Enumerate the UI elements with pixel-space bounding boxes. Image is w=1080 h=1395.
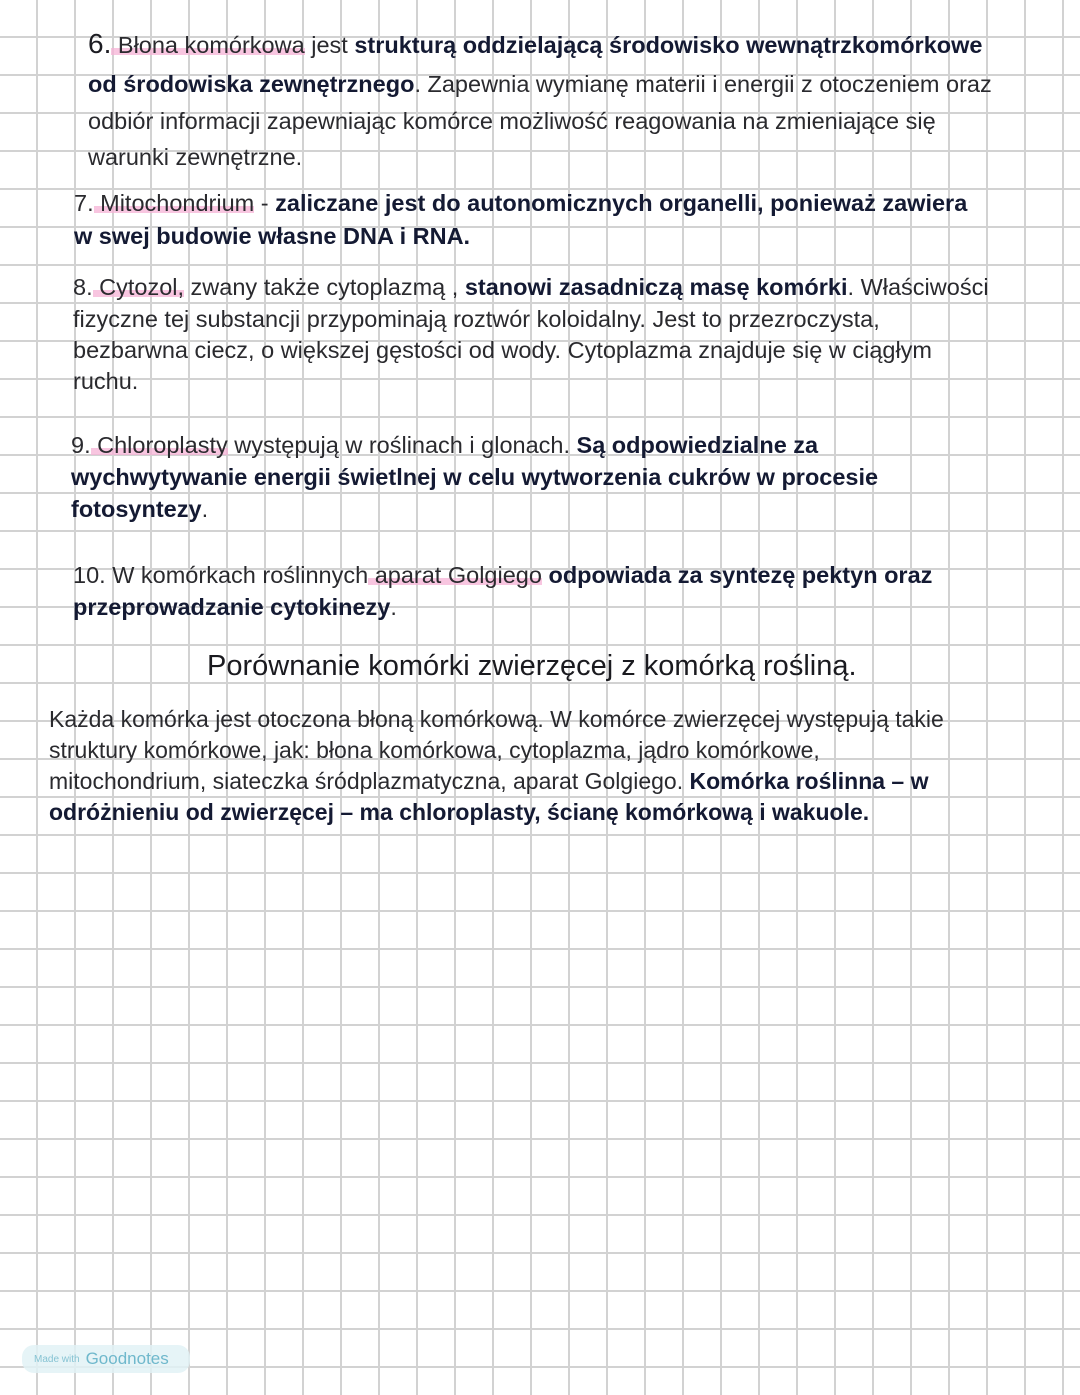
text-run: warunki zewnętrzne. xyxy=(88,144,303,170)
item-number: 10. xyxy=(73,562,106,588)
comparison-line-4 xyxy=(49,801,869,824)
text-run: zwany także cytoplazmą , xyxy=(184,274,465,300)
item-8-line-4 xyxy=(73,370,138,394)
item-number: 8. xyxy=(73,274,93,300)
item-number: 6. xyxy=(88,28,112,59)
item-number: 9. xyxy=(71,432,91,458)
item-7-line-1 xyxy=(74,192,967,216)
item-8-line-1 xyxy=(73,276,989,300)
bold-text-run: strukturą oddzielającą środowisko wewnątrzkomórkowe xyxy=(354,32,983,58)
item-9-line-3 xyxy=(71,498,208,522)
highlighted-term: Mitochondrium xyxy=(93,190,255,216)
bold-text-run: odpowiada za syntezę pektyn oraz xyxy=(548,562,933,588)
text-run: W komórkach roślinnych xyxy=(105,562,369,588)
bold-text-run: fotosyntezy xyxy=(71,496,202,522)
text-run: jest xyxy=(304,32,355,58)
item-6-line-3 xyxy=(88,110,936,134)
text-run: . Zapewnia wymianę materii i energii z otoczeniem oraz xyxy=(414,71,992,97)
highlighted-term: Błona komórkowa xyxy=(111,32,305,58)
comparison-line-1 xyxy=(49,708,944,731)
made-with-label: Made with xyxy=(34,1353,80,1365)
bold-text-run: przeprowadzanie cytokinezy xyxy=(73,594,391,620)
comparison-line-2 xyxy=(49,739,820,762)
item-10-line-1 xyxy=(73,564,932,588)
text-run: ruchu. xyxy=(73,368,139,394)
highlighted-term: Chloroplasty xyxy=(90,432,228,458)
item-8-line-2 xyxy=(73,308,880,332)
goodnotes-watermark xyxy=(22,1345,190,1373)
item-6-line-4 xyxy=(88,146,302,170)
item-7-line-2 xyxy=(74,225,470,249)
bold-text-run: w swej budowie własne DNA i RNA. xyxy=(74,223,471,249)
text-run: - xyxy=(254,190,276,216)
text-run: Każda komórka jest otoczona błoną komórkową. W komórce zwierzęcej występują takie xyxy=(49,706,944,732)
highlighted-term: Cytozol, xyxy=(92,274,185,300)
goodnotes-logo: Goodnotes xyxy=(85,1349,169,1368)
bold-text-run: Komórka roślinna – w xyxy=(689,768,929,794)
text-run: . xyxy=(390,594,397,620)
bold-text-run: od środowiska zewnętrznego xyxy=(88,71,415,97)
item-9-line-1 xyxy=(71,434,818,458)
text-run: . Właściwości xyxy=(847,274,989,300)
comparison-line-3 xyxy=(49,770,929,793)
text-run: struktury komórkowe, jak: błona komórkowa, cytoplazma, jądro komórkowe, xyxy=(49,737,820,763)
item-6-line-1 xyxy=(88,30,982,58)
bold-text-run: wychwytywanie energii świetlnej w celu wytworzenia cukrów w procesie xyxy=(71,464,879,490)
item-8-line-3 xyxy=(73,339,932,363)
item-9-line-2 xyxy=(71,466,878,490)
bold-text-run: Są odpowiedzialne za xyxy=(576,432,819,458)
bold-text-run: zaliczane jest do autonomicznych organelli, ponieważ zawiera xyxy=(275,190,968,216)
item-6-line-2 xyxy=(88,73,992,97)
section-title: Porównanie komórki zwierzęcej z komórką rośliną. xyxy=(207,650,857,682)
text-run: odbiór informacji zapewniając komórce możliwość reagowania na zmieniające się xyxy=(88,108,936,134)
bold-text-run: odróżnieniu od zwierzęcej – ma chloroplasty, ścianę komórkową i wakuole. xyxy=(49,799,870,825)
text-run: . xyxy=(201,496,209,522)
highlighted-term: aparat Golgiego xyxy=(368,562,542,588)
text-run: bezbarwna ciecz, o większej gęstości od wody. Cytoplazma znajduje się w ciągłym xyxy=(73,337,933,363)
text-run: występują w roślinach i glonach. xyxy=(227,432,577,458)
bold-text-run: stanowi zasadniczą masę komórki xyxy=(464,274,848,300)
text-run: fizyczne tej substancji przypominają roztwór koloidalny. Jest to przezroczysta, xyxy=(73,306,880,332)
item-number: 7. xyxy=(74,190,94,216)
text-run: mitochondrium, siateczka śródplazmatyczna, aparat Golgiego. xyxy=(49,768,690,794)
item-10-line-2 xyxy=(73,596,397,620)
